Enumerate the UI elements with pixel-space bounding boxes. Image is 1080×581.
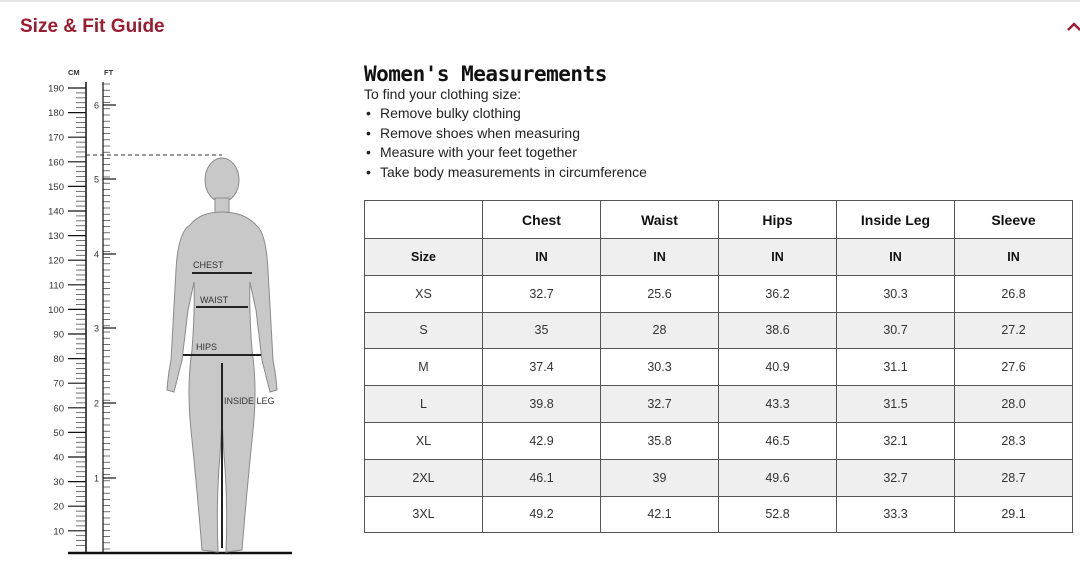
table-cell: 30.7: [837, 312, 955, 349]
table-cell: 30.3: [837, 275, 955, 312]
table-cell: 28: [601, 312, 719, 349]
ft-tick-label: 6: [94, 100, 100, 111]
measurements-intro: To find your clothing size:: [364, 86, 522, 102]
list-item: • Remove bulky clothing: [366, 105, 521, 121]
ft-tick-label: 5: [94, 174, 100, 185]
table-cell: IN: [601, 239, 719, 276]
table-header-cell: Hips: [719, 201, 837, 239]
table-cell: 39: [601, 459, 719, 496]
cm-tick-label: 10: [53, 526, 64, 538]
chest-label: CHEST: [193, 260, 224, 270]
ft-scale: [94, 82, 116, 552]
table-row: [365, 312, 1073, 349]
ft-tick-label: 4: [94, 249, 100, 260]
table-cell: 52.8: [719, 496, 837, 533]
table-cell: 31.5: [837, 386, 955, 423]
table-cell: 39.8: [483, 386, 601, 423]
table-cell: 28.0: [955, 386, 1073, 423]
table-header-cell: [365, 201, 483, 239]
table-cell: 46.5: [719, 422, 837, 459]
table-row: [365, 275, 1073, 312]
cm-tick-label: 50: [53, 427, 64, 439]
cm-tick-label: 60: [53, 403, 64, 415]
table-cell: 42.9: [483, 422, 601, 459]
table-cell: Size: [365, 239, 483, 276]
table-cell: 32.1: [837, 422, 955, 459]
table-cell: 27.2: [955, 312, 1073, 349]
table-cell: 25.6: [601, 275, 719, 312]
table-header-cell: Chest: [483, 201, 601, 239]
table-cell: L: [365, 386, 483, 423]
cm-tick-label: 70: [53, 378, 64, 390]
table-cell: 42.1: [601, 496, 719, 533]
table-cell: 28.3: [955, 422, 1073, 459]
ft-tick-label: 3: [94, 323, 100, 334]
ft-tick-label: 2: [94, 398, 100, 409]
table-cell: 32.7: [483, 275, 601, 312]
table-cell: M: [365, 349, 483, 386]
cm-tick-label: 130: [48, 231, 64, 243]
table-header-cell: Sleeve: [955, 201, 1073, 239]
table-cell: 38.6: [719, 312, 837, 349]
table-cell: 30.3: [601, 349, 719, 386]
cm-tick-label: 150: [48, 181, 64, 193]
cm-tick-label: 40: [53, 452, 64, 464]
table-row: [365, 459, 1073, 496]
cm-tick-label: 100: [48, 304, 64, 316]
list-item: • Measure with your feet together: [366, 144, 577, 161]
list-item: • Take body measurements in circumference: [366, 164, 647, 181]
cm-tick-label: 110: [48, 280, 64, 292]
table-cell: 49.2: [483, 496, 601, 533]
table-cell: 3XL: [365, 496, 483, 533]
table-row: [365, 386, 1073, 423]
cm-tick-label: 90: [53, 329, 64, 341]
table-cell: IN: [955, 239, 1073, 276]
table-cell: S: [365, 312, 483, 349]
height-chart-figure: [0, 60, 300, 580]
table-cell: 27.6: [955, 349, 1073, 386]
table-cell: 35: [483, 312, 601, 349]
cm-tick-label: 80: [53, 354, 64, 366]
top-divider: [0, 0, 1080, 2]
table-row: [365, 349, 1073, 386]
ft-label: FT: [104, 68, 114, 77]
section-title: Size & Fit Guide: [20, 16, 165, 37]
cm-tick-label: 170: [48, 132, 64, 144]
table-cell: 32.7: [601, 386, 719, 423]
cm-tick-label: 190: [48, 83, 64, 95]
cm-tick-label: 160: [48, 157, 64, 169]
table-cell: XL: [365, 422, 483, 459]
table-row: [365, 496, 1073, 533]
table-cell: 32.7: [837, 459, 955, 496]
table-header-cell: Waist: [601, 201, 719, 239]
table-cell: 49.6: [719, 459, 837, 496]
cm-scale: [48, 82, 86, 552]
table-cell: 40.9: [719, 349, 837, 386]
units-row: [365, 239, 1073, 276]
table-cell: 29.1: [955, 496, 1073, 533]
waist-label: WAIST: [200, 295, 229, 305]
table-header-row: [365, 201, 1073, 239]
inside-leg-label: INSIDE LEG: [224, 396, 275, 406]
cm-tick-label: 120: [48, 255, 64, 267]
cm-label: CM: [68, 68, 80, 77]
tips-list: [364, 104, 647, 183]
table-cell: 33.3: [837, 496, 955, 533]
size-table: [364, 200, 1073, 533]
table-cell: 43.3: [719, 386, 837, 423]
table-cell: IN: [719, 239, 837, 276]
chevron-up-icon[interactable]: [1066, 16, 1080, 36]
cm-tick-label: 140: [48, 206, 64, 218]
table-cell: IN: [837, 239, 955, 276]
table-cell: XS: [365, 275, 483, 312]
table-cell: 26.8: [955, 275, 1073, 312]
cm-tick-label: 20: [53, 501, 64, 513]
table-header-cell: Inside Leg: [837, 201, 955, 239]
hips-label: HIPS: [196, 342, 218, 352]
measurements-title: Women's Measurements: [364, 62, 607, 86]
cm-tick-label: 180: [48, 108, 64, 120]
table-cell: 28.7: [955, 459, 1073, 496]
table-cell: IN: [483, 239, 601, 276]
table-row: [365, 422, 1073, 459]
table-cell: 37.4: [483, 349, 601, 386]
list-item: • Remove shoes when measuring: [366, 124, 580, 141]
table-cell: 2XL: [365, 459, 483, 496]
table-cell: 36.2: [719, 275, 837, 312]
table-cell: 35.8: [601, 422, 719, 459]
cm-tick-label: 30: [53, 477, 64, 489]
table-cell: 46.1: [483, 459, 601, 496]
ft-tick-label: 1: [94, 473, 100, 484]
table-cell: 31.1: [837, 349, 955, 386]
